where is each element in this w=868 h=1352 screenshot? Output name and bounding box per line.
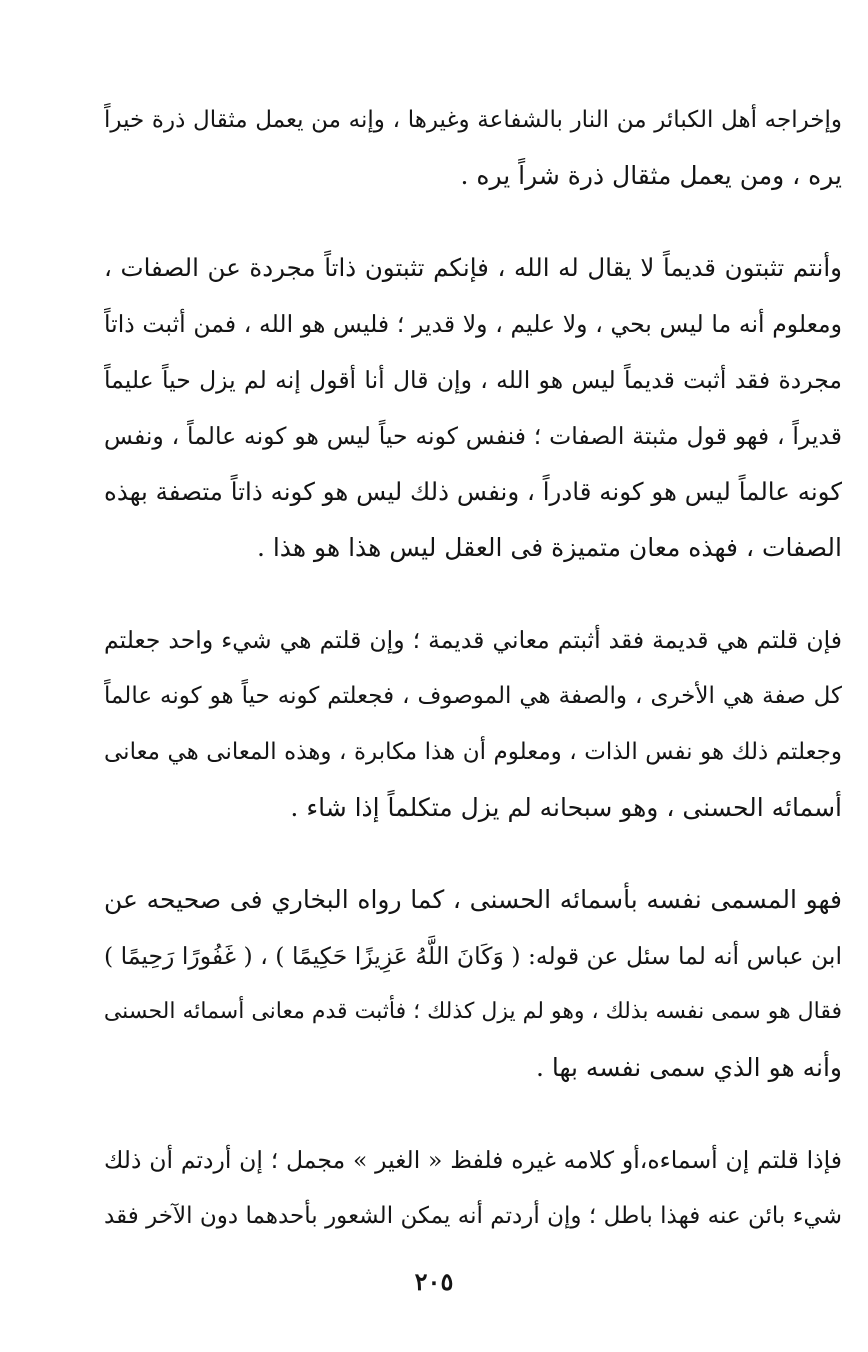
text-line: كونه عالماً ليس هو كونه قادراً ، ونفس ذلك ليس هو كونه ذاتاً متصفة بهذه: [104, 477, 842, 506]
text-line: فهو المسمى نفسه بأسمائه الحسنى ، كما رواه البخاري فى صحيحه عن: [104, 885, 842, 914]
paragraph: [104, 612, 842, 836]
text-line: فقال هو سمى نفسه بذلك ، وهو لم يزل كذلك ؛ فأثبت قدم معانى أسمائه الحسنى: [104, 999, 842, 1024]
paragraph: [104, 92, 842, 204]
text-line: وجعلتم ذلك هو نفس الذات ، ومعلوم أن هذا مكابرة ، وهذه المعانى هي معانى: [104, 739, 842, 765]
text-line: ابن عباس أنه لما سئل عن قوله: ( وَكَانَ اللَّهُ عَزِيزًا حَكِيمًا ) ، ( غَفُورًا رَحِيمًا ): [104, 942, 842, 970]
text-line: ومعلوم أنه ما ليس بحي ، ولا عليم ، ولا قدير ؛ فليس هو الله ، فمن أثبت ذاتاً: [104, 310, 842, 338]
paragraph-gap: [104, 836, 842, 872]
text-line: فإذا قلتم إن أسماءه،أو كلامه غيره فلفظ « الغير » مجمل ؛ إن أردتم أن ذلك: [104, 1146, 842, 1174]
text-line: أسمائه الحسنى ، وهو سبحانه لم يزل متكلماً إذا شاء .: [290, 793, 842, 822]
text-line: وأنتم تثبتون قديماً لا يقال له الله ، فإنكم تثبتون ذاتاً مجردة عن الصفات ،: [104, 253, 842, 282]
body-text: [104, 92, 842, 1244]
text-line: يره ، ومن يعمل مثقال ذرة شراً يره .: [460, 161, 842, 190]
text-line: وأنه هو الذي سمى نفسه بها .: [535, 1053, 842, 1082]
paragraph-gap: [104, 204, 842, 240]
paragraph: [104, 872, 842, 1096]
text-line: مجردة فقد أثبت قديماً ليس هو الله ، وإن قال أنا أقول إنه لم يزل حياً عليماً: [104, 366, 842, 394]
text-line: كل صفة هي الأخرى ، والصفة هي الموصوف ، فجعلتم كونه حياً هو كونه عالماً: [104, 683, 842, 709]
text-line: فإن قلتم هي قديمة فقد أثبتم معاني قديمة ؛ وإن قلتم هي شيء واحد جعلتم: [104, 626, 842, 654]
paragraph-gap: [104, 1096, 842, 1132]
paragraph: [104, 240, 842, 576]
paragraph-gap: [104, 576, 842, 612]
text-line: وإخراجه أهل الكبائر من النار بالشفاعة وغيرها ، وإنه من يعمل مثقال ذرة خيراً: [104, 107, 842, 133]
text-line: الصفات ، فهذه معان متميزة فى العقل ليس هذا هو هذا .: [256, 533, 842, 562]
text-line: شيء بائن عنه فهذا باطل ؛ وإن أردتم أنه يمكن الشعور بأحدهما دون الآخر فقد: [104, 1203, 842, 1229]
paragraph: [104, 1132, 842, 1244]
text-line: قديراً ، فهو قول مثبتة الصفات ؛ فنفس كونه حياً ليس هو كونه عالماً ، ونفس: [104, 422, 842, 450]
page-number: ٢٠٥: [414, 1267, 454, 1296]
